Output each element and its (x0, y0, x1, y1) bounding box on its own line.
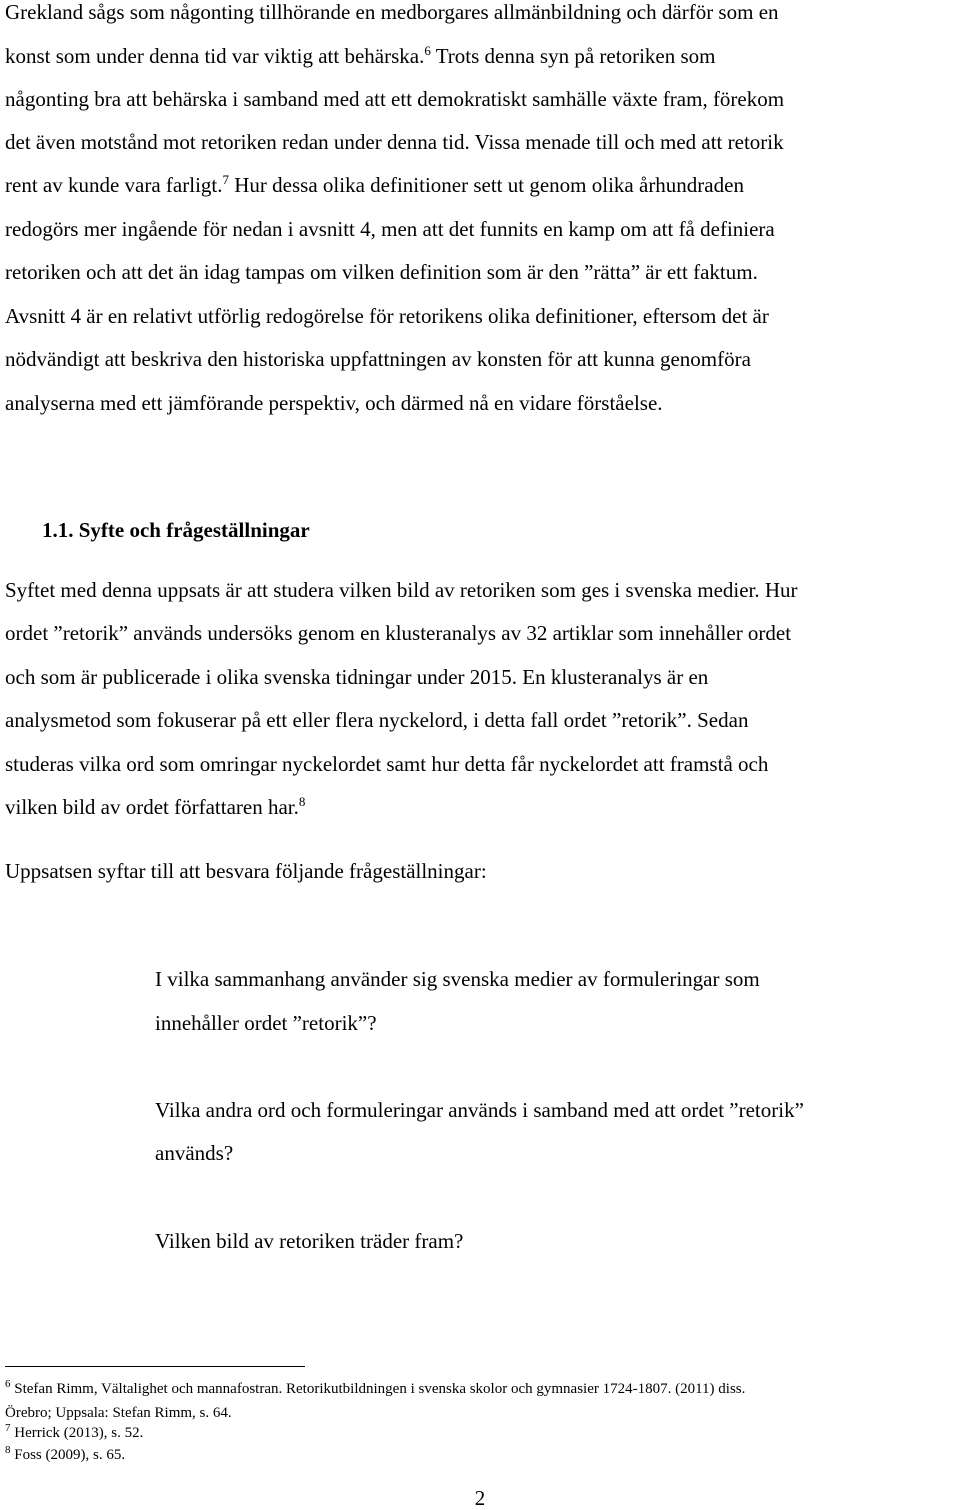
research-question: I vilka sammanhang använder sig svenska medier av formuleringar som (155, 967, 760, 991)
footnote-8 (5, 1446, 125, 1464)
body-text: Hur dessa olika definitioner sett ut genom olika århundraden (229, 173, 744, 197)
body-line: Syftet med denna uppsats är att studera vilken bild av retoriken som ges i svenska medier. Hur (5, 578, 798, 602)
body-line (5, 795, 305, 819)
body-line: Grekland sågs som någonting tillhörande en medborgares allmänbildning och därför som en (5, 0, 779, 24)
body-line: det även motstånd mot retoriken redan under denna tid. Vissa menade till och med att retorik (5, 130, 784, 154)
footnote-separator (5, 1366, 305, 1367)
body-text: konst som under denna tid var viktig att behärska. (5, 44, 425, 68)
body-line: Avsnitt 4 är en relativt utförlig redogörelse för retorikens olika definitioner, eftersom det är (5, 304, 769, 328)
body-text: vilken bild av ordet författaren har. (5, 795, 299, 819)
body-line: retoriken och att det än idag tampas om vilken definition som är den ”rätta” är ett faktum. (5, 260, 758, 284)
footnote-7 (5, 1424, 143, 1442)
body-line (5, 173, 744, 197)
footnote-text: Stefan Rimm, Vältalighet och mannafostran. Retorikutbildningen i svenska skolor och gymnasier 1724-1807. (2011) diss. (10, 1381, 746, 1397)
body-line: nödvändigt att beskriva den historiska uppfattningen av konsten för att kunna genomföra (5, 347, 751, 371)
page-number: 2 (474, 1486, 486, 1510)
body-line: analysmetod som fokuserar på ett eller flera nyckelord, i detta fall ordet ”retorik”. Sedan (5, 708, 749, 732)
body-line: Uppsatsen syftar till att besvara följande frågeställningar: (5, 859, 487, 883)
body-text: rent av kunde vara farligt. (5, 173, 223, 197)
body-line: studeras vilka ord som omringar nyckelordet samt hur detta får nyckelordet att framstå och (5, 752, 769, 776)
footnote-ref: 7 (222, 172, 229, 187)
body-line: och som är publicerade i olika svenska tidningar under 2015. En klusteranalys är en (5, 665, 709, 689)
research-question: Vilken bild av retoriken träder fram? (155, 1229, 464, 1253)
body-text: Trots denna syn på retoriken som (430, 44, 716, 68)
footnote-text: Herrick (2013), s. 52. (10, 1425, 144, 1441)
footnote-number: 8 (5, 1444, 11, 1456)
section-heading: 1.1. Syfte och frågeställningar (42, 518, 310, 542)
footnote-number: 7 (5, 1422, 11, 1434)
body-line: analyserna med ett jämförande perspektiv, och därmed nå en vidare förståelse. (5, 391, 663, 415)
footnote-ref: 8 (298, 794, 306, 809)
research-question: innehåller ordet ”retorik”? (155, 1011, 377, 1035)
footnote-text: Foss (2009), s. 65. (10, 1447, 126, 1463)
body-line: någonting bra att behärska i samband med att ett demokratiskt samhälle växte fram, förekom (5, 87, 785, 111)
footnote-number: 6 (5, 1378, 11, 1390)
footnote-6 (5, 1380, 745, 1398)
footnote-ref: 6 (424, 43, 431, 58)
body-line: redogörs mer ingående för nedan i avsnitt 4, men att det funnits en kamp om att få definiera (5, 217, 775, 241)
research-question: Vilka andra ord och formuleringar används i samband med att ordet ”retorik” (155, 1098, 804, 1122)
body-line: ordet ”retorik” används undersöks genom en klusteranalys av 32 artiklar som innehåller ordet (5, 621, 792, 645)
research-question: används? (155, 1141, 234, 1165)
footnote-6-cont: Örebro; Uppsala: Stefan Rimm, s. 64. (5, 1405, 232, 1421)
body-line (5, 44, 715, 68)
